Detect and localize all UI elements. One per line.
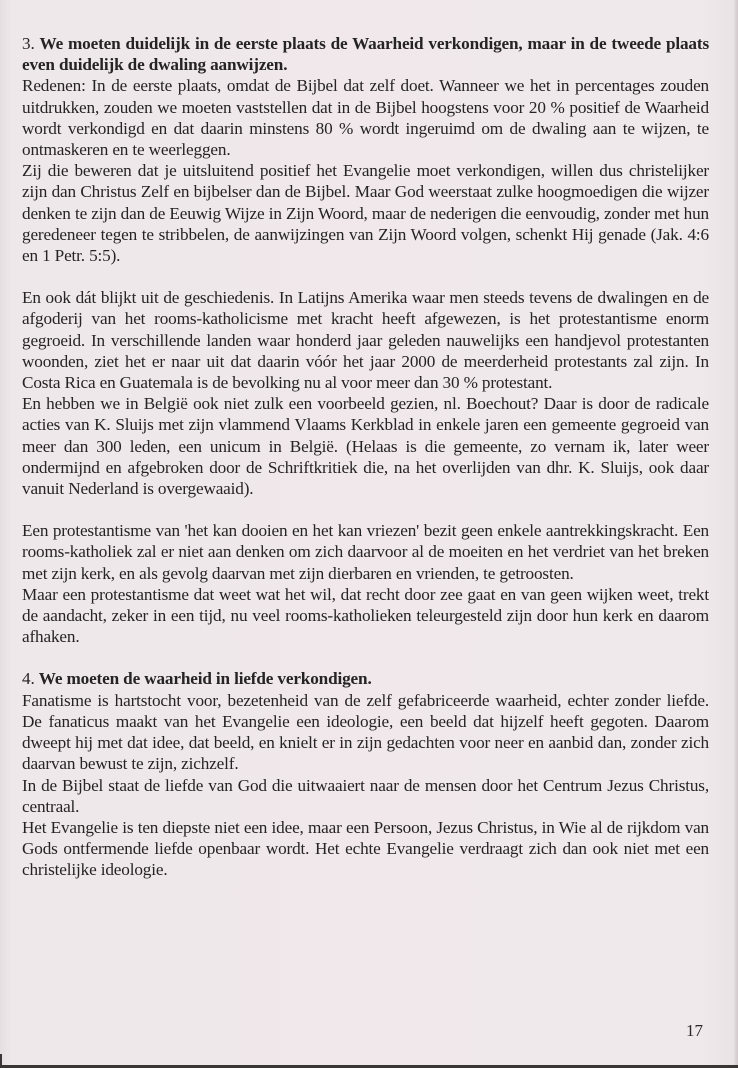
body-text (22, 33, 709, 881)
paragraph: Maar een protestantisme dat weet wat het wil, dat recht door zee gaat en van geen wijken weet, trekt de aandacht, zeker in een tijd, nu veel rooms-katholieken teleurgesteld zijn door hun kerk en daarom afhaken. (22, 584, 709, 647)
paragraph: En ook dát blijkt uit de geschiedenis. In Latijns Amerika waar men steeds tevens de dwalingen en de afgoderij van het rooms-katholicisme met kracht heeft afgewezen, is het protestantisme enorm gegroeid. In verschillende landen waar honderd jaar geleden nauwelijks een handjevol protestanten woonden, ziet het er naar uit dat daarin vóór het jaar 2000 de meerderheid protestants zal zijn. In Costa Rica en Guatemala is de bevolking nu al voor meer dan 30 % protestant. (22, 288, 709, 393)
paragraph-gap (22, 647, 709, 668)
section-3-title: We moeten duidelijk in de eerste plaats de Waarheid verkondigen, maar in de tweede plaats even duidelijk de dwaling aanwijzen. (22, 34, 709, 75)
section-4-number: 4. (22, 669, 35, 689)
page-right-edge (734, 0, 738, 1068)
section-3-number: 3. (22, 34, 35, 53)
paragraph: Redenen: In de eerste plaats, omdat de Bijbel dat zelf doet. Wanneer we het in percentages zouden uitdrukken, zouden we moeten vaststellen dat in de Bijbel hoogstens voor 20 % positief de Waarheid wordt verkondigd en dat daarin minstens 80 % wordt ingeruimd om de dwaling aan te wijzen, te ontmaskeren en te weerleggen. (22, 76, 709, 160)
paragraph-gap (22, 499, 709, 520)
paragraph: En hebben we in België ook niet zulk een voorbeeld gezien, nl. Boechout? Daar is door de radicale acties van K. Sluijs met zijn vlammend Vlaams Kerkblad in enkele jaren een gemeente gegroeid van meer dan 300 leden, een unicum in België. (Helaas is die gemeente, zo vernam ik, later weer ondermijnd en afgebroken door de Schriftkritiek die, na het overlijden van dhr. K. Sluijs, ook daar vanuit Nederland is overgewaaid). (22, 394, 709, 499)
page-corner-mark (0, 1054, 2, 1068)
section-4-title: We moeten de waarheid in liefde verkondigen. (38, 669, 372, 689)
paragraph: Een protestantisme van 'het kan dooien en het kan vriezen' bezit geen enkele aantrekkingskracht. Een rooms-katholiek zal er niet aan denken om zich daarvoor al de moeiten en het verdriet van het breken met zijn kerk, en als gevolg daarvan met zijn dierbaren en vrienden, te getroosten. (22, 521, 709, 583)
paragraph: Zij die beweren dat je uitsluitend positief het Evangelie moet verkondigen, willen dus christelijker zijn dan Christus Zelf en bijbelser dan de Bijbel. Maar God weerstaat zulke hoogmoedigen die wijzer denken te zijn dan de Eeuwig Wijze in Zijn Woord, maar de nederigen die eenvoudig, zonder met hun geredeneer tegen te stribbelen, de aanwijzingen van Zijn Woord volgen, schenkt Hij genade (Jak. 4:6 en 1 Petr. 5:5). (22, 161, 709, 266)
paragraph: Het Evangelie is ten diepste niet een idee, maar een Persoon, Jezus Christus, in Wie al de rijkdom van Gods ontfermende liefde openbaar wordt. Het echte Evangelie verdraagt zich dan ook niet met een christelijke ideologie. (22, 817, 709, 880)
page-number: 17 (686, 1021, 703, 1040)
paragraph: In de Bijbel staat de liefde van God die uitwaaiert naar de mensen door het Centrum Jezus Christus, centraal. (22, 775, 709, 816)
paragraph: Fanatisme is hartstocht voor, bezetenheid van de zelf gefabriceerde waarheid, echter zonder liefde. De fanaticus maakt van het Evangelie een ideologie, een beeld dat hijzelf heeft gegoten. Daarom dweept hij met dat idee, dat beeld, en knielt er in zijn gedachten voor neer en aanbid dan, zonder zich daarvan bewust te zijn, zichzelf. (22, 690, 709, 774)
paragraph-gap (22, 266, 709, 287)
section-3-heading (22, 33, 709, 75)
section-4-heading (22, 668, 709, 689)
